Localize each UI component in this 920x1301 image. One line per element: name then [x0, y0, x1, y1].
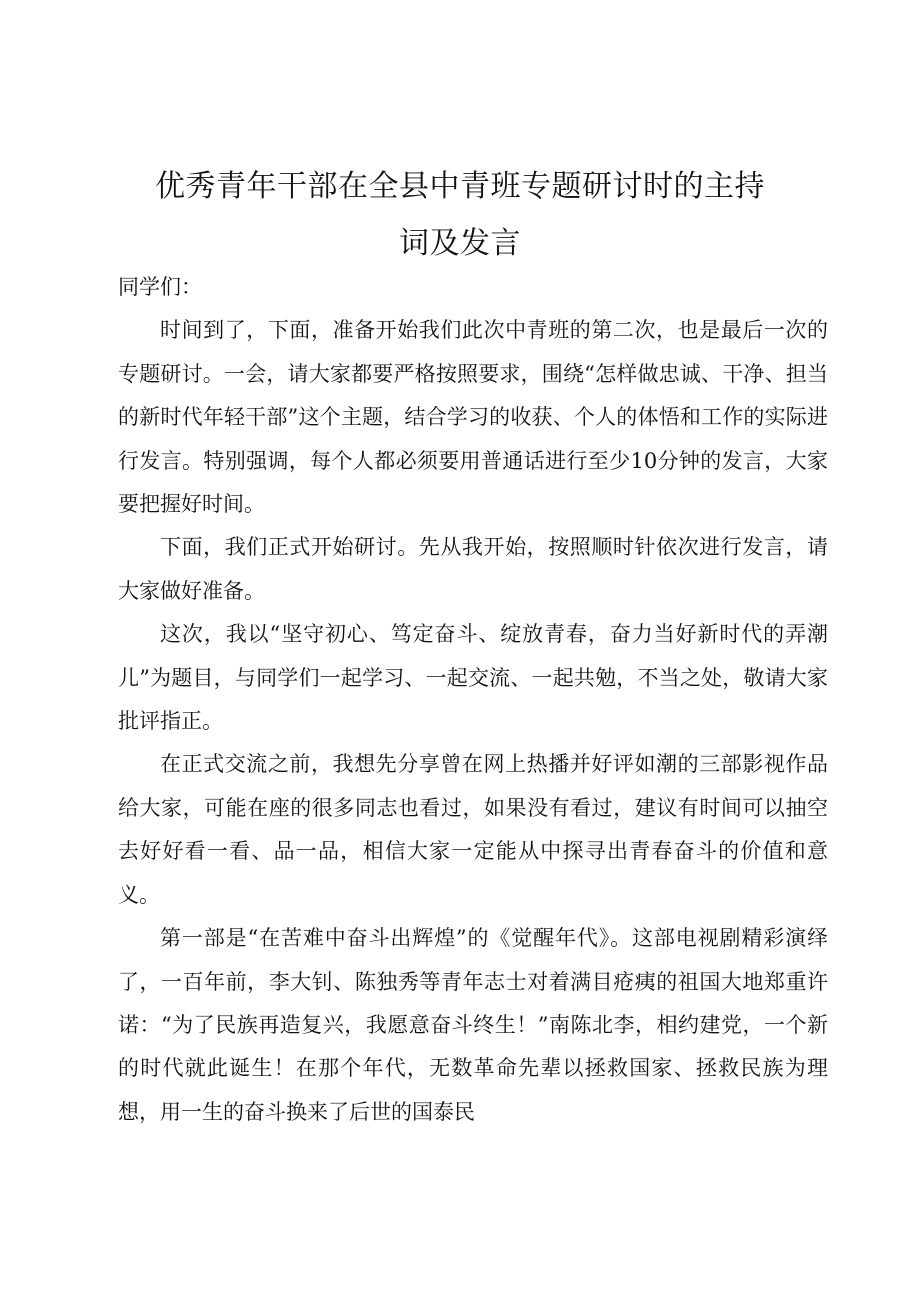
paragraph-2: 下面，我们正式开始研讨。先从我开始，按照顺时针依次进行发言，请大家做好准备。 [118, 535, 828, 603]
paragraph-3: 这次，我以“坚守初心、笃定奋斗、绽放青春，奋力当好新时代的弄潮儿”为题目，与同学们一起学习、一起交流、一起共勉，不当之处，敬请大家批评指正。 [118, 622, 828, 734]
title-line-2: 词及发言 [399, 226, 521, 261]
document-title [100, 158, 820, 272]
salutation: 同学们： [118, 275, 202, 299]
title-line-1: 优秀青年干部在全县中青班专题研讨时的主持 [155, 169, 765, 204]
document-body [118, 266, 828, 1134]
paragraph-1: 时间到了，下面，准备开始我们此次中青班的第二次，也是最后一次的专题研讨。一会，请大家都要严格按照要求，围绕“怎样做忠诚、干净、担当的新时代年轻干部”这个主题，结合学习的收获、个人的体悟和工作的实际进行发言。特别强调，每个人都必须要用普通话进行至少10分钟的发言，大家要把握好时间。 [118, 318, 828, 517]
paragraph-4: 在正式交流之前，我想先分享曾在网上热播并好评如潮的三部影视作品给大家，可能在座的很多同志也看过，如果没有看过，建议有时间可以抽空去好好看一看、品一品，相信大家一定能从中探寻出青春奋斗的价值和意义。 [118, 752, 828, 907]
paragraph-5: 第一部是“在苦难中奋斗出辉煌”的《觉醒年代》。这部电视剧精彩演绎了，一百年前，李大钊、陈独秀等青年志士对着满目疮痍的祖国大地郑重许诺：“为了民族再造复兴，我愿意奋斗终生！”南陈北李，相约建党，一个新的时代就此诞生！在那个年代，无数革命先辈以拯救国家、拯救民族为理想，用一生的奋斗换来了后世的国泰民 [118, 926, 828, 1124]
